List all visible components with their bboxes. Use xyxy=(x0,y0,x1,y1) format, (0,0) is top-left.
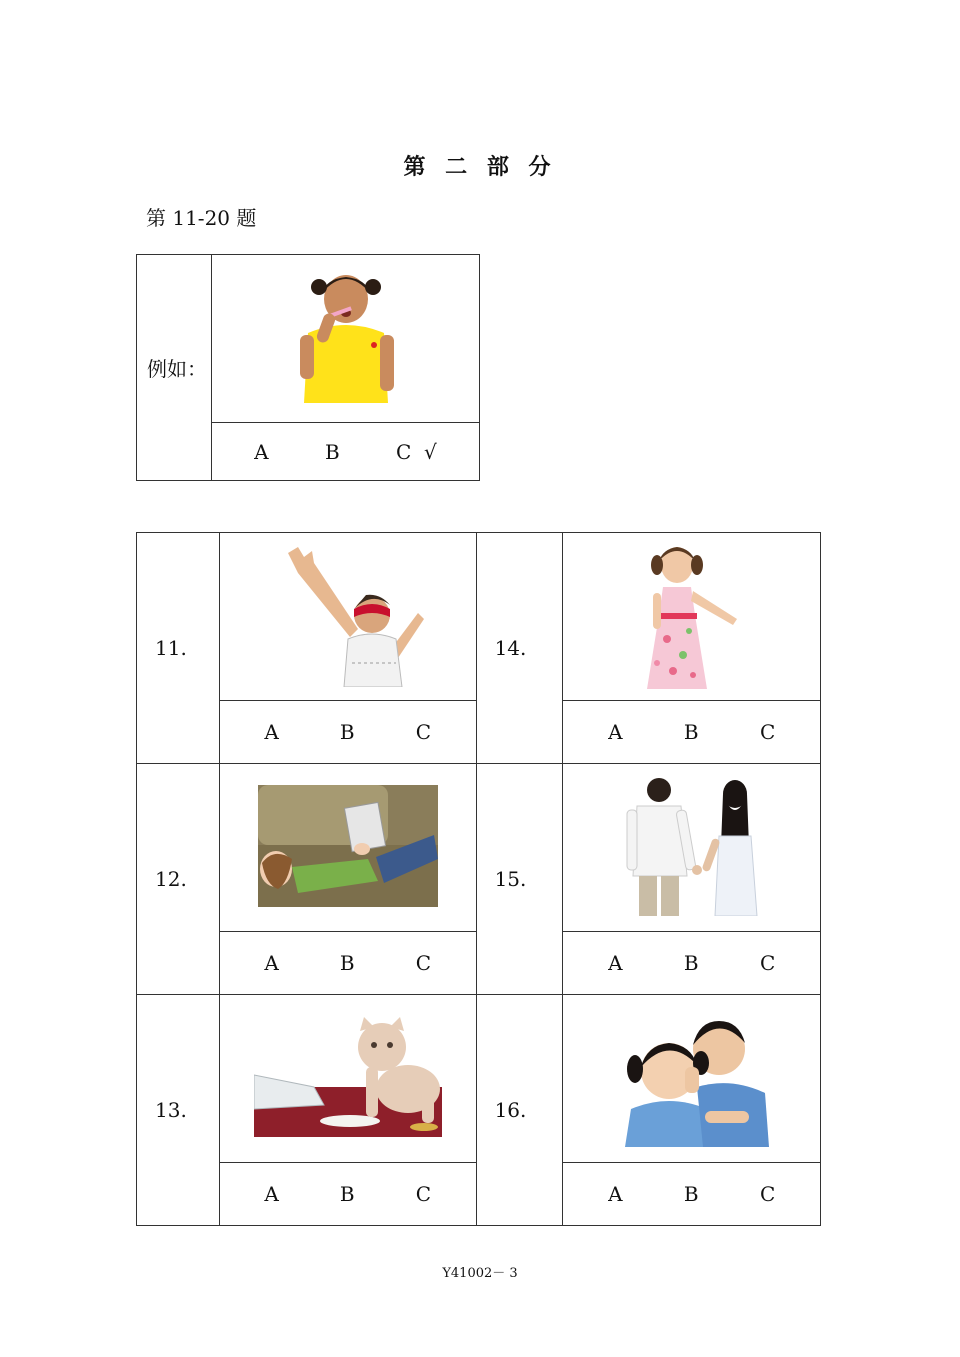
girl-in-flower-dress-illustration xyxy=(637,539,747,691)
question-number-14: 14. xyxy=(476,533,563,764)
page-footer: Y41002－ 3 xyxy=(442,1266,518,1281)
question-15-picture xyxy=(563,764,821,932)
question-number-15: 15. xyxy=(476,764,563,995)
question-12-option-a[interactable]: A xyxy=(264,951,279,975)
question-13-option-a[interactable]: A xyxy=(264,1182,279,1206)
question-12-option-c[interactable]: C xyxy=(415,951,432,975)
question-16-option-a[interactable]: A xyxy=(608,1182,623,1206)
question-14-picture xyxy=(563,533,821,701)
section-title: 第 二 部 分 xyxy=(403,154,557,180)
question-number-13: 13. xyxy=(137,995,220,1226)
question-11-picture xyxy=(219,533,476,701)
example-options-row xyxy=(212,423,480,481)
example-option-c[interactable]: C √ xyxy=(396,439,437,464)
questions-table xyxy=(136,532,821,1226)
girl-brushing-teeth-illustration xyxy=(286,263,406,411)
blindfolded-child-illustration xyxy=(268,543,428,687)
question-15-option-a[interactable]: A xyxy=(608,951,623,975)
question-14-option-a[interactable]: A xyxy=(608,720,623,744)
question-13-picture xyxy=(219,995,476,1163)
question-12-picture xyxy=(219,764,476,932)
example-picture xyxy=(212,255,480,423)
girl-reading-on-sofa-illustration xyxy=(258,785,438,907)
question-16-options xyxy=(563,1163,821,1226)
question-15-options xyxy=(563,932,821,995)
question-15-option-c[interactable]: C xyxy=(760,951,776,975)
question-number-12: 12. xyxy=(137,764,220,995)
question-16-option-b[interactable]: B xyxy=(683,1182,699,1206)
checkmark-icon: √ xyxy=(424,439,437,464)
question-number-16: 16. xyxy=(476,995,563,1226)
question-13-options xyxy=(219,1163,476,1226)
question-13-option-b[interactable]: B xyxy=(339,1182,355,1206)
couple-holding-hands-illustration xyxy=(617,776,767,916)
example-option-a[interactable]: A xyxy=(254,439,269,464)
question-11-option-b[interactable]: B xyxy=(339,720,355,744)
question-11-option-c[interactable]: C xyxy=(415,720,432,744)
example-option-b[interactable]: B xyxy=(324,439,340,464)
question-15-option-b[interactable]: B xyxy=(683,951,699,975)
question-16-option-c[interactable]: C xyxy=(760,1182,776,1206)
question-12-options xyxy=(219,932,476,995)
example-label: 例如： xyxy=(137,255,212,481)
question-16-picture xyxy=(563,995,821,1163)
example-table xyxy=(136,254,480,481)
question-13-option-c[interactable]: C xyxy=(415,1182,432,1206)
question-range: 第 11-20 题 xyxy=(146,206,257,230)
question-11-option-a[interactable]: A xyxy=(264,720,279,744)
boy-whispering-to-girl-illustration xyxy=(615,1007,769,1147)
question-11-options xyxy=(219,701,476,764)
question-number-11: 11. xyxy=(137,533,220,764)
question-14-option-c[interactable]: C xyxy=(760,720,776,744)
question-14-option-b[interactable]: B xyxy=(683,720,699,744)
question-14-options xyxy=(563,701,821,764)
kitten-spilled-milk-illustration xyxy=(254,1017,442,1137)
question-12-option-b[interactable]: B xyxy=(339,951,355,975)
